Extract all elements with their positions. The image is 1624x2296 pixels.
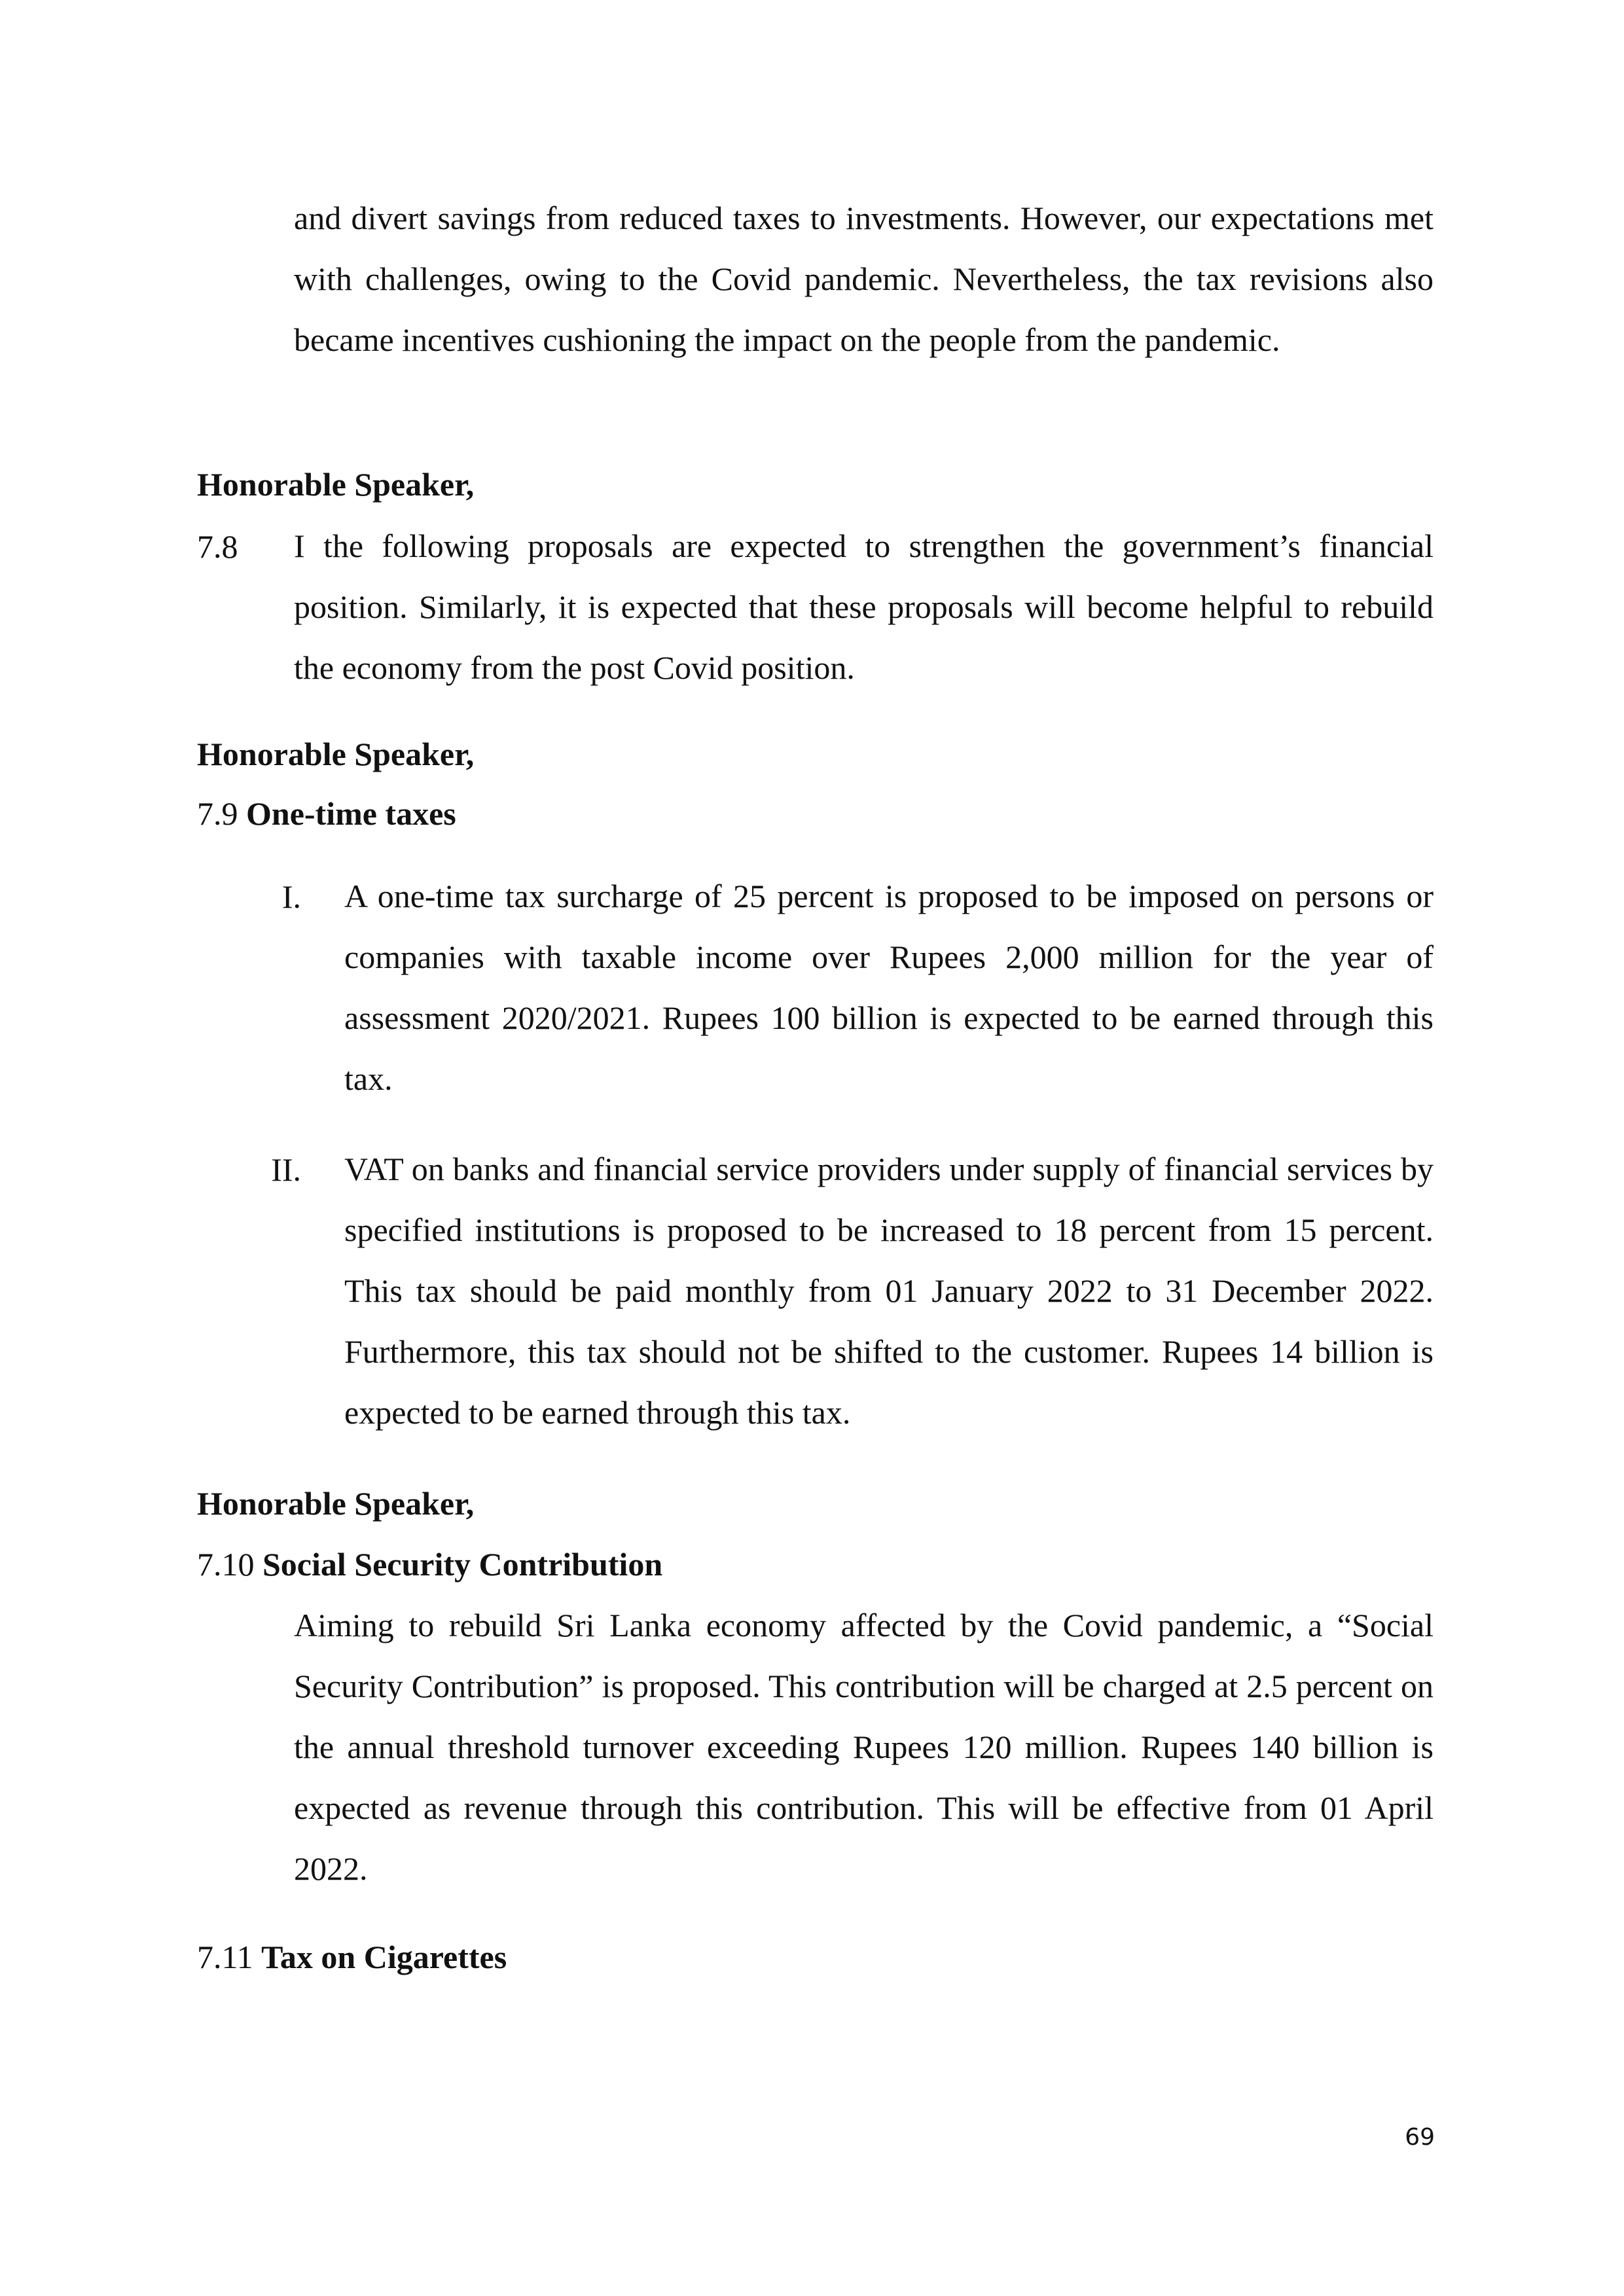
section-heading-7-11 [197,1937,507,1977]
speaker-heading: Honorable Speaker, [197,1485,475,1522]
section-heading-7-10 [197,1545,662,1584]
section-number: 7.11 [197,1939,253,1975]
list-numeral: I. [281,878,301,915]
list-item-paragraph: VAT on banks and financial service providers under supply of financial services by specified institutions is proposed to be increased to 18 percent from 15 percent. This tax should be paid monthly from 01 January 2022 to 31 December 2022. Furthermore, this tax should not be shifted to the customer. Rupees 14 billion is expected to be earned through this tax. [344,1151,1434,1431]
section-number: 7.9 [197,795,238,832]
section-title: Social Security Contribution [262,1546,663,1583]
section-heading-7-9 [197,794,456,833]
section-7-8-paragraph: I the following proposals are expected to strengthen the government’s financial position. Similarly, it is expected that these proposals will become helpful to rebuild the economy from the post Covid position. [294,528,1434,686]
speaker-heading: Honorable Speaker, [197,736,475,772]
section-title: One-time taxes [246,795,456,832]
section-title: Tax on Cigarettes [261,1939,507,1975]
page-number: 69 [1405,2124,1435,2151]
section-number-7-8: 7.8 [197,528,238,565]
list-item-paragraph: A one-time tax surcharge of 25 percent is proposed to be imposed on persons or companies with taxable income over Rupees 2,000 million for the year of assessment 2020/2021. Rupees 100 billion is expected to be earned through this tax. [344,878,1434,1097]
speaker-heading: Honorable Speaker, [197,466,475,503]
section-number: 7.10 [197,1546,255,1583]
list-numeral: II. [271,1151,301,1188]
section-7-10-paragraph: Aiming to rebuild Sri Lanka economy affected by the Covid pandemic, a “Social Security Contribution” is proposed. This contribution will be charged at 2.5 percent on the annual threshold turnover exceeding Rupees 120 million. Rupees 140 billion is expected as revenue through this contribution. This will be effective from 01 April 2022. [294,1607,1434,1887]
intro-paragraph: and divert savings from reduced taxes to investments. However, our expectations met with challenges, owing to the Covid pandemic. Nevertheless, the tax revisions also became incentives cushioning the impact on the people from the pandemic. [294,200,1434,358]
